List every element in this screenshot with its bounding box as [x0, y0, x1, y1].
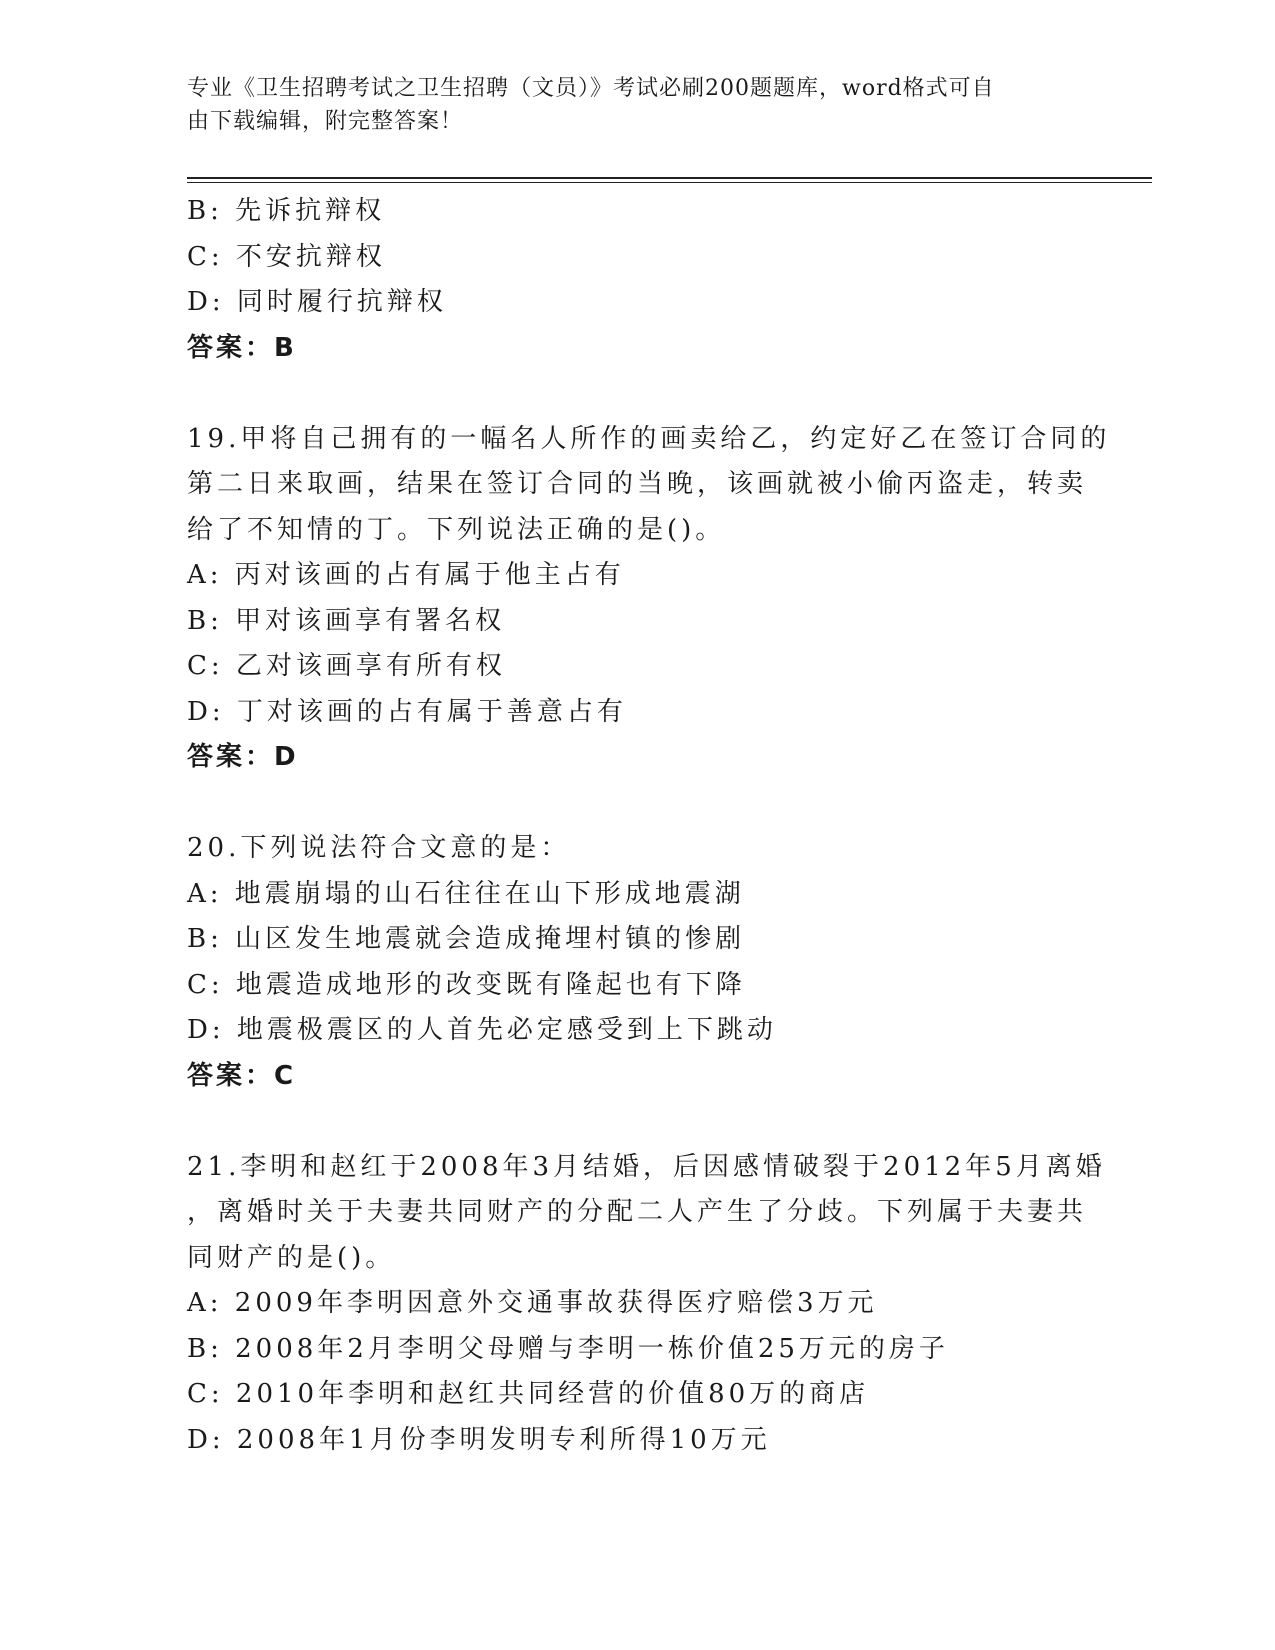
answer-line: 答案：C: [187, 1060, 297, 1091]
option-d: D: 2008年1月份李明发明专利所得10万元: [187, 1424, 771, 1455]
question-stem-line: 19.甲将自己拥有的一幅名人所作的画卖给乙，约定好乙在签订合同的: [187, 423, 1111, 454]
question-stem-line: 第二日来取画，结果在签订合同的当晚，该画就被小偷丙盗走，转卖: [187, 469, 1088, 499]
option-b: B: 山区发生地震就会造成掩埋村镇的惨剧: [187, 924, 746, 954]
option-c: C: 地震造成地形的改变既有隆起也有下降: [187, 969, 746, 1000]
question-20: [187, 826, 1152, 1099]
option-d: D: 地震极震区的人首先必定感受到上下跳动: [187, 1015, 777, 1045]
option-c: C: 乙对该画享有所有权: [187, 651, 506, 681]
header-text-line-1: 专业《卫生招聘考试之卫生招聘（文员）》考试必刷200题题库，word格式可自: [187, 76, 995, 101]
page-header: [187, 72, 1087, 138]
header-text-line-2: 由下载编辑，附完整答案！: [187, 109, 464, 134]
answer-line: 答案：B: [187, 332, 297, 363]
spacer: [187, 371, 1152, 417]
question-stem-line: 20.下列说法符合文意的是：: [187, 833, 571, 863]
question-21: [187, 1145, 1152, 1464]
option-c: C: 不安抗辩权: [187, 241, 386, 272]
question-stem-line: ，离婚时关于夫妻共同财产的分配二人产生了分歧。下列属于夫妻共: [187, 1197, 1088, 1227]
question-stem-line: 21.李明和赵红于2008年3月结婚，后因感情破裂于2012年5月离婚: [187, 1151, 1106, 1182]
question-19: [187, 417, 1152, 781]
header-divider-thin: [187, 182, 1152, 183]
question-18-continuation: [187, 189, 1152, 371]
header-divider-thick: [187, 177, 1152, 179]
option-d: D: 同时履行抗辩权: [187, 287, 447, 317]
option-a: A: 地震崩塌的山石往往在山下形成地震湖: [187, 878, 745, 909]
question-stem-line: 给了不知情的丁。下列说法正确的是()。: [187, 514, 726, 545]
option-c: C: 2010年李明和赵红共同经营的价值80万的商店: [187, 1379, 870, 1409]
answer-line: 答案：D: [187, 742, 299, 772]
option-b: B: 2008年2月李明父母赠与李明一栋价值25万元的房子: [187, 1333, 949, 1364]
option-a: A: 丙对该画的占有属于他主占有: [187, 560, 625, 590]
option-b: B: 甲对该画享有署名权: [187, 605, 506, 636]
option-a: A: 2009年李明因意外交通事故获得医疗赔偿3万元: [187, 1288, 878, 1318]
option-d: D: 丁对该画的占有属于善意占有: [187, 696, 627, 727]
question-content: [187, 189, 1152, 1463]
spacer: [187, 781, 1152, 827]
option-b: B: 先诉抗辩权: [187, 196, 386, 226]
question-stem-line: 同财产的是()。: [187, 1242, 396, 1273]
spacer: [187, 1099, 1152, 1145]
